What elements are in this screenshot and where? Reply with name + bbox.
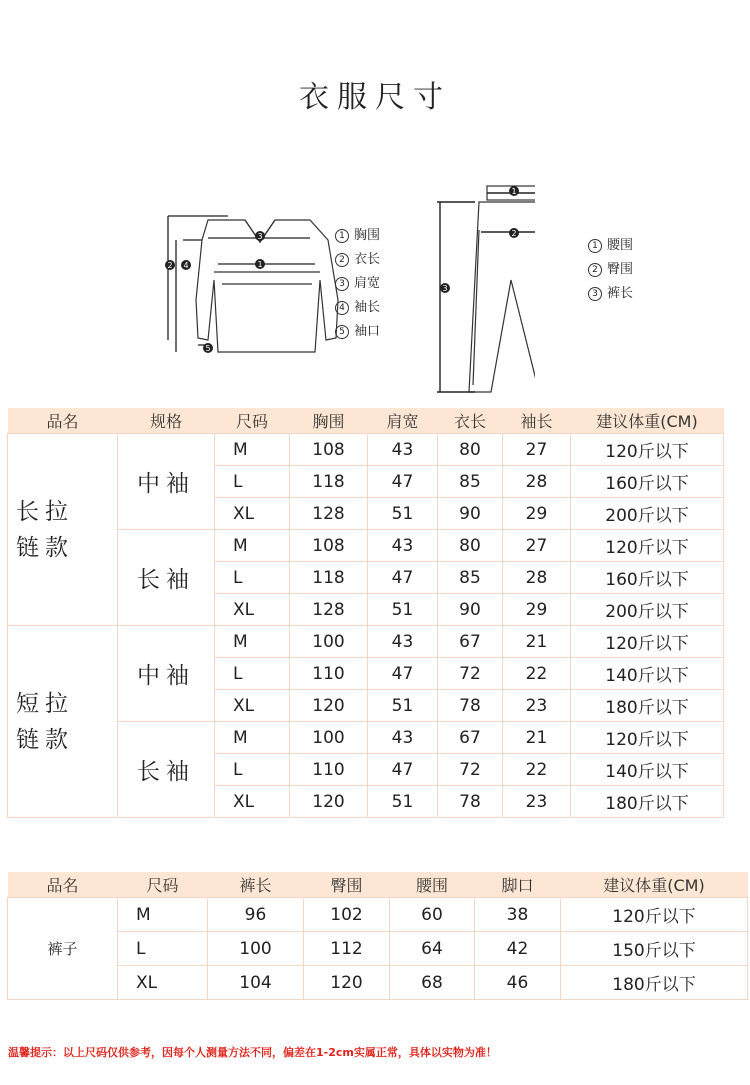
chest-cell: 120 [290, 690, 368, 722]
sleeve-cell: 28 [503, 466, 571, 498]
header-cell: 建议体重(CM) [571, 408, 724, 434]
marker-3: 3 [257, 232, 263, 241]
weight-cell: 200斤以下 [571, 498, 724, 530]
page-title: 衣服尺寸 [299, 80, 451, 115]
weight-cell: 120斤以下 [571, 434, 724, 466]
chest-cell: 120 [290, 786, 368, 818]
weight-cell: 120斤以下 [571, 722, 724, 754]
spec-cell: 长袖 [118, 530, 215, 626]
header-cell: 规格 [118, 408, 215, 434]
legend-item: 2 臀围 [588, 258, 633, 282]
chest-cell: 110 [290, 658, 368, 690]
chest-cell: 128 [290, 594, 368, 626]
shoulder-cell: 43 [368, 530, 438, 562]
pants-length-cell: 100 [208, 932, 304, 966]
waist-cell: 60 [390, 898, 475, 932]
shoulder-cell: 47 [368, 562, 438, 594]
weight-cell: 200斤以下 [571, 594, 724, 626]
footer-note: 温馨提示：以上尺码仅供参考，因每个人测量方法不同，偏差在1-2cm实属正常，具体以实物为准！ [8, 1046, 497, 1059]
length-cell: 72 [438, 754, 503, 786]
chest-cell: 100 [290, 626, 368, 658]
header-cell: 衣长 [438, 408, 503, 434]
shoulder-cell: 51 [368, 690, 438, 722]
size-cell: XL [215, 498, 290, 530]
length-cell: 80 [438, 530, 503, 562]
hem-cell: 46 [475, 966, 561, 1000]
shoulder-cell: 47 [368, 754, 438, 786]
pants-diagram [425, 180, 535, 400]
pants-measure-lines [437, 193, 535, 392]
header-cell: 品名 [8, 408, 118, 434]
legend-item: 3 裤长 [588, 282, 633, 306]
weight-cell: 160斤以下 [571, 562, 724, 594]
length-cell: 85 [438, 562, 503, 594]
spec-cell: 中袖 [118, 626, 215, 722]
pants-length-cell: 96 [208, 898, 304, 932]
size-cell: M [215, 722, 290, 754]
weight-cell: 180斤以下 [561, 966, 748, 1000]
size-cell: M [215, 530, 290, 562]
shoulder-cell: 51 [368, 786, 438, 818]
header-cell: 脚口 [475, 872, 561, 898]
sleeve-cell: 22 [503, 754, 571, 786]
length-cell: 85 [438, 466, 503, 498]
header-cell: 袖长 [503, 408, 571, 434]
table-header-row [8, 872, 748, 898]
shirt-outline [196, 220, 338, 352]
weight-cell: 140斤以下 [571, 754, 724, 786]
size-cell: XL [215, 594, 290, 626]
size-cell: XL [215, 786, 290, 818]
spec-cell: 长袖 [118, 722, 215, 818]
header-cell: 腰围 [390, 872, 475, 898]
table-row [8, 932, 748, 966]
size-cell: M [215, 626, 290, 658]
length-cell: 67 [438, 626, 503, 658]
sleeve-cell: 29 [503, 498, 571, 530]
length-cell: 90 [438, 498, 503, 530]
product-name-cell: 裤子 [8, 898, 118, 1000]
shoulder-cell: 43 [368, 722, 438, 754]
weight-cell: 160斤以下 [571, 466, 724, 498]
hem-cell: 38 [475, 898, 561, 932]
table-row [8, 626, 724, 658]
table-row [8, 966, 748, 1000]
header-cell: 品名 [8, 872, 118, 898]
table-header-row [8, 408, 724, 434]
hem-cell: 42 [475, 932, 561, 966]
chest-cell: 118 [290, 466, 368, 498]
length-cell: 72 [438, 658, 503, 690]
weight-cell: 150斤以下 [561, 932, 748, 966]
header-cell: 胸围 [290, 408, 368, 434]
table-row [8, 434, 724, 466]
marker-2: 2 [167, 261, 173, 270]
header-cell: 肩宽 [368, 408, 438, 434]
weight-cell: 120斤以下 [571, 530, 724, 562]
size-cell: M [118, 898, 208, 932]
length-cell: 67 [438, 722, 503, 754]
waist-cell: 64 [390, 932, 475, 966]
legend-item: 4 袖长 [335, 296, 380, 320]
size-cell: M [215, 434, 290, 466]
table-row [8, 898, 748, 932]
pants-length-cell: 104 [208, 966, 304, 1000]
sleeve-cell: 21 [503, 722, 571, 754]
shoulder-cell: 47 [368, 658, 438, 690]
header-cell: 臀围 [304, 872, 390, 898]
chest-cell: 128 [290, 498, 368, 530]
hip-cell: 102 [304, 898, 390, 932]
size-cell: L [118, 932, 208, 966]
product-name-cell: 短拉 链款 [8, 626, 118, 818]
weight-cell: 140斤以下 [571, 658, 724, 690]
tops-size-table [7, 408, 724, 818]
size-cell: XL [215, 690, 290, 722]
length-cell: 78 [438, 786, 503, 818]
legend-item: 1 胸围 [335, 224, 380, 248]
spec-cell: 中袖 [118, 434, 215, 530]
top-garment-diagram [150, 180, 450, 370]
shoulder-cell: 51 [368, 498, 438, 530]
header-cell: 建议体重(CM) [561, 872, 748, 898]
marker-5: 5 [205, 344, 211, 353]
waist-cell: 68 [390, 966, 475, 1000]
length-cell: 80 [438, 434, 503, 466]
legend-item: 2 衣长 [335, 248, 380, 272]
sleeve-cell: 23 [503, 786, 571, 818]
length-cell: 90 [438, 594, 503, 626]
size-cell: XL [118, 966, 208, 1000]
legend-item: 3 肩宽 [335, 272, 380, 296]
hip-cell: 112 [304, 932, 390, 966]
marker-1: 1 [257, 260, 263, 269]
pants-size-table [7, 872, 748, 1000]
pants-legend [588, 234, 633, 306]
chest-cell: 100 [290, 722, 368, 754]
sleeve-cell: 28 [503, 562, 571, 594]
chest-cell: 110 [290, 754, 368, 786]
size-cell: L [215, 562, 290, 594]
weight-cell: 120斤以下 [571, 626, 724, 658]
chest-cell: 118 [290, 562, 368, 594]
shoulder-cell: 47 [368, 466, 438, 498]
sleeve-cell: 22 [503, 658, 571, 690]
pants-marker-3: 3 [442, 284, 448, 293]
chest-cell: 108 [290, 434, 368, 466]
sleeve-cell: 27 [503, 530, 571, 562]
marker-4: 4 [183, 261, 189, 270]
hip-cell: 120 [304, 966, 390, 1000]
top-legend [335, 224, 380, 344]
size-cell: L [215, 754, 290, 786]
header-cell: 尺码 [118, 872, 208, 898]
pants-marker-1: 1 [511, 187, 517, 196]
length-cell: 78 [438, 690, 503, 722]
size-cell: L [215, 466, 290, 498]
header-cell: 裤长 [208, 872, 304, 898]
legend-item: 1 腰围 [588, 234, 633, 258]
size-cell: L [215, 658, 290, 690]
shoulder-cell: 51 [368, 594, 438, 626]
pants-outline [469, 186, 535, 392]
weight-cell: 120斤以下 [561, 898, 748, 932]
weight-cell: 180斤以下 [571, 786, 724, 818]
pants-marker-2: 2 [511, 229, 517, 238]
product-name-cell: 长拉 链款 [8, 434, 118, 626]
legend-item: 5 袖口 [335, 320, 380, 344]
sleeve-cell: 21 [503, 626, 571, 658]
shoulder-cell: 43 [368, 626, 438, 658]
chest-cell: 108 [290, 530, 368, 562]
weight-cell: 180斤以下 [571, 690, 724, 722]
sleeve-cell: 29 [503, 594, 571, 626]
sleeve-cell: 23 [503, 690, 571, 722]
sleeve-cell: 27 [503, 434, 571, 466]
shoulder-cell: 43 [368, 434, 438, 466]
header-cell: 尺码 [215, 408, 290, 434]
